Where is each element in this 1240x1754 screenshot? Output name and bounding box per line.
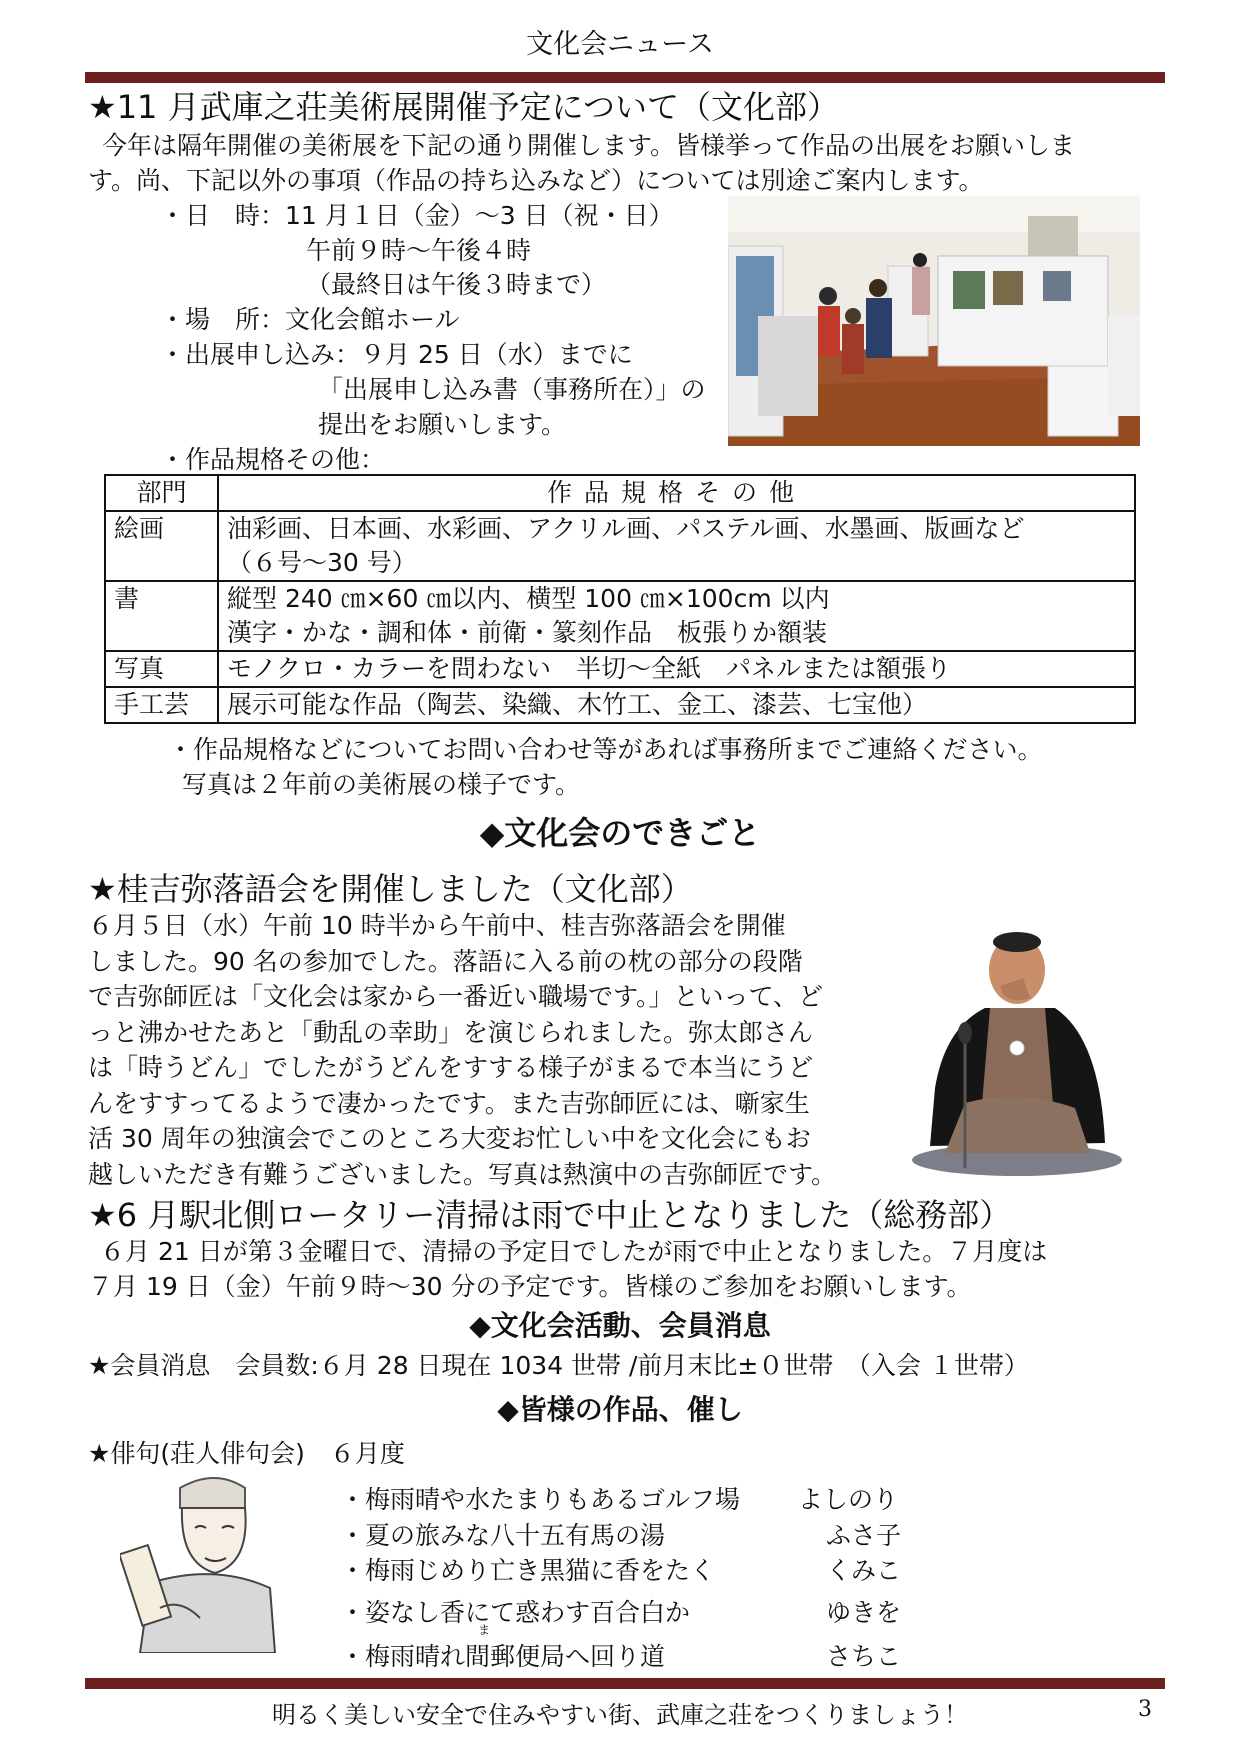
- rakugo-line: で吉弥師匠は「文化会は家から一番近い職場です。」といって、ど: [88, 982, 824, 1011]
- table-cell-spec: [218, 511, 1135, 581]
- activities-section-title: ◆文化会活動、会員消息: [469, 1309, 771, 1342]
- intro-line: す。尚、下記以外の事項（作品の持ち込みなど）については別途ご案内します。: [88, 166, 984, 195]
- cleaning-line: ７月 19 日（金）午前９時～30 分の予定です。皆様のご参加をお願いします。: [88, 1272, 972, 1301]
- haiku-poet-illustration: [120, 1468, 280, 1653]
- art-spec-table: [104, 474, 1136, 724]
- haiku-line: ・梅雨晴れ間郵便局へ回り道: [340, 1642, 666, 1671]
- footer-divider: [85, 1678, 1165, 1689]
- detail-date: ・日 時：11 月１日（金）～3 日（祝・日）: [160, 201, 674, 230]
- detail-place: ・場 所：文化会館ホール: [160, 305, 460, 334]
- detail-time: 午前９時～午後４時: [306, 236, 532, 265]
- table-row: [105, 511, 1135, 581]
- haiku-author: ふさ子: [826, 1521, 902, 1550]
- table-cell-category: 絵画: [105, 511, 218, 581]
- spec-line: 展示可能な作品（陶芸、染織、木竹工、金工、漆芸、七宝他）: [227, 690, 928, 719]
- spec-line: （６号～30 号）: [227, 548, 417, 577]
- table-cell-spec: [218, 651, 1135, 687]
- newsletter-title: 文化会ニュース: [526, 29, 714, 60]
- rakugo-line: 活 30 周年の独演会でこのところ大変お忙しい中を文化会にもお: [88, 1124, 811, 1153]
- table-row: [105, 581, 1135, 651]
- footer-slogan: 明るく美しい安全で住みやすい街、武庫之荘をつくりましょう！: [272, 1701, 968, 1729]
- rakugo-performer-photo: [905, 928, 1130, 1176]
- art-exhibit-heading: ★11 月武庫之荘美術展開催予定について（文化部）: [88, 88, 839, 126]
- detail-deadline: ・出展申し込み：９月 25 日（水）までに: [160, 340, 633, 369]
- detail-last-day: （最終日は午後３時まで）: [306, 270, 607, 299]
- haiku-line: ・梅雨じめり亡き黒猫に香をたく: [340, 1556, 716, 1585]
- rakugo-heading: ★桂吉弥落語会を開催しました（文化部）: [88, 870, 693, 908]
- haiku-author: よしのり: [798, 1485, 899, 1514]
- table-row: [105, 651, 1135, 687]
- haiku-line: ・梅雨晴や水たまりもあるゴルフ場: [340, 1485, 741, 1514]
- rakugo-line: 越しいただき有難うございました。写真は熱演中の吉弥師匠です。: [88, 1159, 837, 1189]
- table-cell-category: 書: [105, 581, 218, 651]
- spec-line: 漢字・かな・調和体・前衛・篆刻作品 板張りか額装: [227, 618, 828, 647]
- table-row: [105, 687, 1135, 723]
- haiku-line: ・姿なし香にて惑わす百合白か: [340, 1598, 691, 1627]
- cleaning-heading: ★6 月駅北側ロータリー清掃は雨で中止となりました（総務部）: [88, 1196, 1012, 1234]
- photo-note: 写真は２年前の美術展の様子です。: [182, 770, 581, 799]
- haiku-author: さちこ: [826, 1642, 902, 1671]
- members-status: ★会員消息 会員数:６月 28 日現在 1034 世帯 /前月末比±０世帯 （入会 １世帯）: [88, 1351, 1029, 1380]
- cleaning-line: ６月 21 日が第３金曜日で、清掃の予定日でしたが雨で中止となりました。７月度は: [100, 1237, 1048, 1266]
- table-header-spec: 作品規格その他: [218, 475, 1135, 511]
- table-cell-spec: [218, 687, 1135, 723]
- detail-spec-label: ・作品規格その他：: [160, 445, 386, 474]
- rakugo-line: んをすすってるようで凄かったです。また吉弥師匠には、噺家生: [88, 1088, 810, 1118]
- table-cell-spec: [218, 581, 1135, 651]
- exhibition-photo: [728, 196, 1140, 446]
- events-section-title: ◆文化会のできごと: [479, 814, 761, 852]
- rakugo-line: は「時うどん」でしたがうどんをすする様子がまるで本当にうど: [88, 1053, 814, 1082]
- haiku-author: ゆきを: [826, 1598, 902, 1627]
- cleaning-body: [88, 1234, 1168, 1304]
- spec-line: モノクロ・カラーを問わない 半切～全紙 パネルまたは額張り: [227, 654, 952, 683]
- spec-note: ・作品規格などについてお問い合わせ等があれば事務所までご連絡ください。: [168, 735, 1043, 764]
- table-header-category: 部門: [105, 475, 218, 511]
- haiku-author: くみこ: [826, 1556, 902, 1585]
- spec-line: 縦型 240 ㎝×60 ㎝以内、横型 100 ㎝×100cm 以内: [227, 584, 830, 613]
- works-section-title: ◆皆様の作品、催し: [497, 1393, 743, 1426]
- art-exhibit-intro: [88, 128, 1168, 198]
- table-header-row: [105, 475, 1135, 511]
- rakugo-line: しました。90 名の参加でした。落語に入る前の枕の部分の段階: [88, 946, 803, 976]
- page-number: 3: [1138, 1697, 1152, 1722]
- rakugo-line: ６月５日（水）午前 10 時半から午前中、桂吉弥落語会を開催: [88, 911, 786, 940]
- furigana: ま: [478, 1623, 491, 1637]
- haiku-line: ・夏の旅みな八十五有馬の湯: [340, 1521, 666, 1550]
- rakugo-body: [88, 908, 888, 1192]
- table-cell-category: 写真: [105, 651, 218, 687]
- spec-line: 油彩画、日本画、水彩画、アクリル画、パステル画、水墨画、版画など: [227, 514, 1025, 543]
- detail-submit: 提出をお願いします。: [318, 410, 567, 439]
- rakugo-line: っと沸かせたあと「動乱の幸助」を演じられました。弥太郎さん: [88, 1017, 814, 1047]
- detail-form: 「出展申し込み書（事務所在）」の: [318, 375, 706, 404]
- intro-line: 今年は隔年開催の美術展を下記の通り開催します。皆様挙って作品の出展をお願いしま: [102, 131, 1076, 160]
- haiku-heading: ★俳句(荘人俳句会) ６月度: [88, 1439, 405, 1468]
- table-cell-category: 手工芸: [105, 687, 218, 723]
